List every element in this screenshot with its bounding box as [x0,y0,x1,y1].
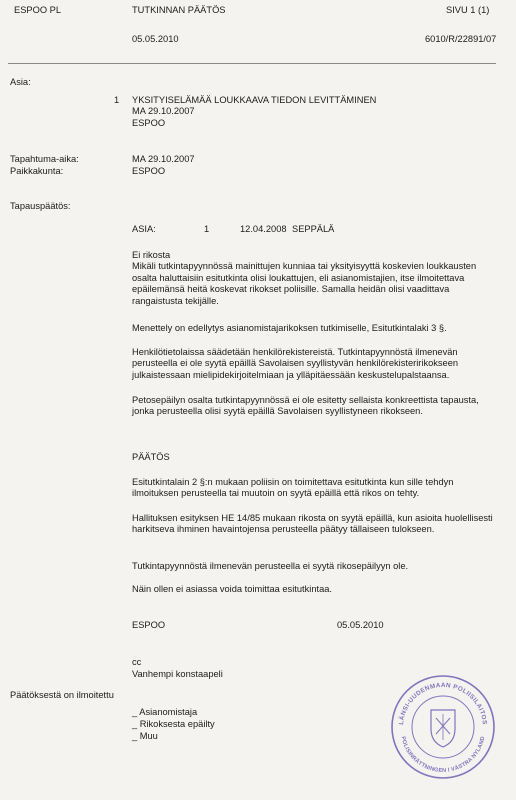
signature-place: ESPOO [132,620,166,630]
event-time-label: Tapahtuma-aika: [10,154,79,164]
stamp-seal-icon [390,674,496,780]
notified-item-asianomistaja: _ Asianomistaja [132,707,198,717]
asia-label: Asia: [10,77,31,87]
decision-heading: PÄÄTÖS [132,452,170,462]
asia-number: 1 [114,95,120,105]
signature-date: 05.05.2010 [337,620,384,630]
case-paragraph-2: Menettely on edellytys asianomistajarikoksen tutkimiselle, Esitutkintalaki 3 §. [132,323,447,333]
notified-label: Päätöksestä on ilmoitettu [10,690,114,700]
cc-label: cc [132,657,142,667]
decision-paragraph-2: Hallituksen esityksen HE 14/85 mukaan rikosta on syytä epäillä, kun asioita huolellisesti harkitseva ihminen havaintojensa perusteella päätyy tällaiseen tulokseen. [132,513,493,535]
svg-text:LÄNSI-UUDENMAAN POLIISILAITOS: LÄNSI-UUDENMAAN POLIISILAITOS [398,681,488,726]
case-asia-date: 12.04.2008 [240,224,287,234]
case-asia-number: 1 [204,224,210,234]
decision-paragraph-3: Tutkintapyynnöstä ilmenevän perusteella ei syytä rikosepäilyyn ole. [132,561,409,571]
document-title: TUTKINNAN PÄÄTÖS [132,5,226,15]
asia-date: MA 29.10.2007 [132,106,195,116]
event-time-value: MA 29.10.2007 [132,154,195,164]
case-asia-label: ASIA: [132,224,156,234]
notified-item-muu: _ Muu [132,731,158,741]
case-number: 6010/R/22891/07 [425,34,497,44]
case-paragraph-4: Petosepäilyn osalta tutkintapyynnössä ei ole esitetty sellaista konkreettista tapausta, jonka perusteella olisi syytä epäillä Savolaisen syyllistyneen rikokseen. [132,395,479,417]
svg-text:POLISINRÄTTNINGEN I VÄSTRA NYL: POLISINRÄTTNINGEN I VÄSTRA NYLAND [399,735,487,775]
decision-paragraph-1: Esitutkintalain 2 §:n mukaan poliisin on toimitettava esitutkinta kun sille tehdyn ilmoituksen perusteella tai muutoin on syytä epäillä että rikos on tehty. [132,477,454,499]
police-stamp [390,674,496,780]
case-asia-name: SEPPÄLÄ [292,224,335,234]
page-number: SIVU 1 (1) [446,5,490,15]
event-place-value: ESPOO [132,166,166,176]
header-office: ESPOO PL [14,5,62,15]
case-paragraph-1: Ei rikosta Mikäli tutkintapyynnössä mainittujen kunniaa tai yksityisyyttä koskevien loukkausten osalta haluttaisiin esitutkinta olisi loukattujen, eli asianomistajien, itse ilmoitettava epäilemänsä heitä koskevat rikokset poliisille. Samalla heidän olisi vaadittava rangaistusta tekijälle. [132,250,477,306]
header-date: 05.05.2010 [132,34,179,44]
signer-title: Vanhempi konstaapeli [132,669,223,679]
asia-place: ESPOO [132,118,166,128]
case-paragraph-3: Henkilötietolaissa säädetään henkilörekistereistä. Tutkintapyynnöstä ilmenevän perusteella ei ole syytä epäillä Savolaisen syyllistyvän henkilörekisteririkokseen julkaistessaan mielipidekirjoitelmiaan ja ylläpitäessään keskustelupalstaansa. [132,347,459,380]
decision-paragraph-4: Näin ollen ei asiassa voida toimittaa esitutkintaa. [132,584,332,594]
case-decision-label: Tapauspäätös: [10,201,71,211]
event-place-label: Paikkakunta: [10,166,64,176]
asia-title: YKSITYISELÄMÄÄ LOUKKAAVA TIEDON LEVITTÄMINEN [132,95,377,105]
header-divider [8,63,496,64]
notified-item-epailty: _ Rikoksesta epäilty [132,719,215,729]
